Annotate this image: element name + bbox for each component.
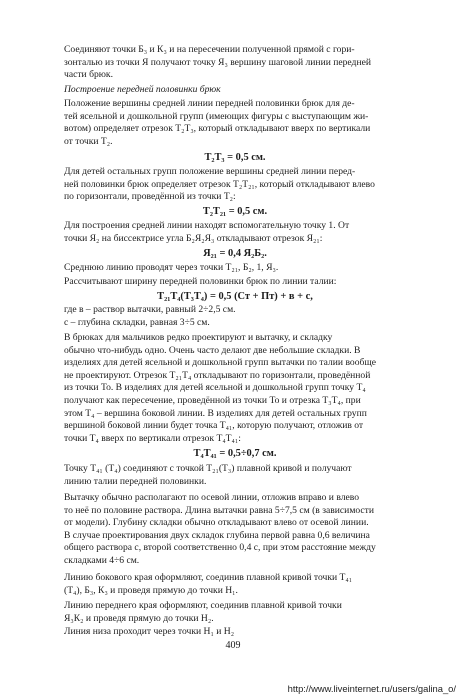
formula-width: Т₂₁Т₄(Т₃Т₄) = 0,5 (Ст + Пт) + в + с, (157, 291, 313, 302)
paragraph-other-groups: Для детей остальных групп положение вершины средней линии перед- ней половинки брюк определяет отрезок Т₂Т₂₁, который откладывают влево по горизонтали, проведённой из точки Т₂: (64, 166, 375, 203)
paragraph-boys-trousers: В брюках для мальчиков редко проектируют и вытачку, и складку обычно что-нибудь одно. Очень часто делают две небольшие складки. В изделиях для детей ясельной и дошкольной групп вытачки по талии вообще не проектируют. Отрезок Т₂₁Т₄ откладывают по горизонтали, проведённой из точки То. В изделиях для детей ясельной и дошкольной групп точку Т₄ получают как пересечение, проведённой из точки То и отрезка Т₃Т₄, при этом Т₄ – вершина боковой линии. В изделиях для детей остальных групп вершиной боковой линии будет точка Т₄₁, которую получают, отложив от точки Т₄ вверх по вертикали отрезок Т₄Т₄₁: (64, 332, 377, 444)
page-number: 409 (225, 640, 241, 651)
paragraph-definitions: где в – раствор вытачки, равный 2÷2,5 см. с – глубина складки, равная 3÷5 см. (64, 304, 236, 328)
paragraph-waist-line: Точку Т₄₁ (Т₄) соединяют с точкой Т₂₁(Т₃) плавной кривой и получают линию талии передней половинки. (64, 463, 352, 487)
paragraph-side-edge: Линию бокового края оформляют, соединив плавной кривой точки Т₄₁ (Т₄), Б₃, К₃ и проведя прямую до точки Н₁. (64, 572, 353, 596)
section-heading: Построение передней половинки брюк (64, 84, 221, 95)
paragraph-middle-line: Среднюю линию проводят через точки Т₂₁, Б₂, 1, Я₃. (64, 262, 279, 273)
formula-t2t3: Т₂Т₃ = 0,5 см. (204, 152, 266, 163)
paragraph-hem-line: Линия низа проходит через точки Н₁ и Н₂ (64, 626, 235, 637)
formula-t2t21: Т₂Т₂₁ = 0,5 см. (202, 206, 268, 217)
watermark-url: http://www.liveinternet.ru/users/galina_o/ (287, 683, 456, 694)
formula-t4t41: Т₄Т₄₁ = 0,5÷0,7 см. (193, 448, 277, 459)
formula-ya21: Я₂₁ = 0,4 Я₂Б₂. (203, 248, 267, 259)
paragraph-dart: Вытачку обычно располагают по осевой линии, отложив вправо и влево то неё по половине раствора. Длина вытачки равна 5÷7,5 см (в зависимости от модели). Глубину складки обычно откладывают влево от осевой линии. В случае проектирования двух складок глубина первой равна 0,6 величина общего раствора с, второй соответственно 0,4 с, при этом расстояние между складками 4÷6 см. (64, 492, 376, 566)
paragraph-front-edge: Линию переднего края оформляют, соединив плавной кривой точки Я₃К₂ и проведя прямую до точки Н₂. (64, 600, 342, 624)
paragraph-front-vertex: Положение вершины средней линии передней половинки брюк для де- тей ясельной и дошкольной групп (имеющих фигуры с выступающим жи- вотом) определяет отрезок Т₂Т₃, который откладывают вверх по вертикали от точки Т₂. (64, 98, 371, 147)
paragraph-connect-points: Соединяют точки Б₃ и К₃ и на пересечении полученной прямой с гори- зонталью из точки Я получают точку Я₃ вершину шаговой линии передней части брюк. (64, 44, 371, 81)
paragraph-width-calc: Рассчитывают ширину передней половинки брюк по линии талии: (64, 276, 337, 287)
paragraph-aux-point: Для построения средней линии находят вспомогательную точку 1. От точки Я₂ на биссектрисе угла Б₂Я₂Я₃ откладывают отрезок Я₂₁: (64, 220, 350, 244)
